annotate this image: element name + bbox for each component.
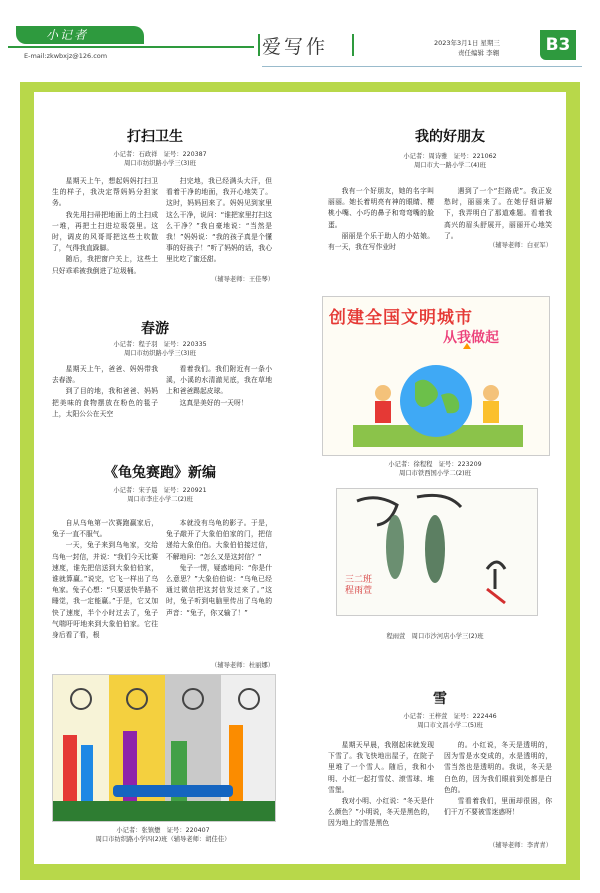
- paragraph: 一天，兔子来到乌龟家，交给乌龟一封信，并说：“我们今天比赛速度，谁先把信送到大象伯伯家，谁就算赢。”说完，它飞一样出了乌龟家。兔子心想：“只要送快半路不睡觉，我一定能赢。”于是，它又加快了速度，半个小时过去了，兔子气喘吁吁地来到大象伯伯家。它往身后看了看，根: [52, 541, 158, 640]
- byline-school: 周口市文昌小学二(5)班: [417, 722, 483, 729]
- byline-reporter: 小记者：宋子晨 证号：220921: [113, 487, 207, 494]
- article-title: 《龟兔赛跑》新编: [104, 465, 216, 481]
- tutor-credit: （辅导老师：白亚军）: [489, 242, 552, 249]
- tutor-credit: （辅导老师：杜丽娜）: [211, 662, 274, 669]
- article-title: 雪: [433, 691, 447, 707]
- page-number: B3: [540, 30, 576, 60]
- paragraph: 扫完地，我已经满头大汗，但看着干净的地面，我开心地笑了。这时，妈妈回来了。妈妈见到家里这么干净，说问：“谁把家里打扫这么干净？”我自豪地说：“当然是我！”妈妈说：“我的孩子真是个懂事的好孩子！”听了妈妈的话，我心里比吃了蜜还甜。: [166, 177, 272, 264]
- painting-signature: [345, 575, 372, 597]
- city-illustration: [53, 675, 275, 821]
- article-title: 打扫卫生: [127, 129, 183, 145]
- article-byline: [340, 152, 560, 170]
- masthead-tab: [0, 22, 154, 46]
- article-column: [166, 176, 272, 266]
- paragraph: 到了目的地，我和爸爸、妈妈把美味的食物摆放在粉色的毯子上，太阳公公在天空: [52, 387, 158, 418]
- article-byline: [60, 486, 260, 504]
- article-column: [52, 364, 158, 420]
- article-title: 我的好朋友: [415, 129, 485, 145]
- caption-school: 周口市纺织路小学四(2)班（辅导老师：胡佳佳）: [95, 836, 231, 843]
- header-rule: [262, 66, 582, 67]
- editor-credit: 责任编辑 李翱: [458, 49, 500, 57]
- brand-name: 小记者: [46, 28, 89, 42]
- drawing-civilized-city: [322, 296, 550, 456]
- paragraph: 兔子一愣，疑惑地问：“你是什么意思？”大象伯伯说：“乌龟已经通过微信把这封信发过来了。”这时，兔子听到电脑里传出了乌龟的声音：“兔子，你又输了！”: [166, 563, 272, 617]
- byline-reporter: 小记者：程子羽 证号：220335: [113, 341, 207, 348]
- email[interactable]: E-mail:zkwbxjz@126.com: [24, 52, 108, 60]
- paragraph: 遇到了一个“拦路虎”。我正发愁时，丽丽来了。在她仔细讲解下，我弄明白了那道难题。看着我高兴的眉头舒展开，丽丽开心地笑了。: [444, 187, 552, 240]
- paragraph: 自从乌龟第一次赛跑赢家后，兔子一直不服气。: [52, 519, 158, 539]
- byline-school: 周口市纺织路小学三(3)班: [124, 350, 196, 357]
- drawing-city-environment: [52, 674, 276, 822]
- paragraph: 丽丽是个乐于助人的小姑娘。有一天，我在写作业时: [328, 231, 434, 252]
- byline-reporter: 小记者：石政祥 证号：220387: [113, 151, 207, 158]
- signature-name: 程雨萱: [345, 586, 373, 596]
- drawing-caption: [322, 460, 548, 478]
- paragraph: 看着我们。我们附近有一条小溪，小溪的水清澈见底，我在草地上和爸爸踢起皮球。: [166, 365, 272, 396]
- tutor-credit: （辅导老师：王佳琴）: [211, 276, 274, 283]
- paragraph: 星期天上午，爸爸、妈妈带我去春游。: [52, 365, 158, 385]
- paragraph: 这真是美好的一天呀！: [179, 398, 248, 407]
- drawing-ink-painting: [336, 488, 538, 616]
- paragraph: 随后，我把窗户关上，这些土只好乖乖被我倒进了垃圾桶。: [52, 255, 158, 275]
- paragraph: 星期天上午，想起妈妈打扫卫生的样子，我决定帮妈妈分担家务。: [52, 177, 158, 208]
- paragraph: 我对小明、小红说：“冬天是什么颜色？”小明说，冬天是黑色的，因为地上的雪是黑色: [328, 797, 434, 828]
- article-title: 春游: [141, 321, 169, 337]
- caption-reporter: 小记者：张镇懋 证号：220407: [116, 827, 210, 834]
- paragraph: 我有一个好朋友，她的名字叫丽丽。她长着明亮有神的眼睛、樱桃小嘴、小巧的鼻子和弯弯嘴的脸蛋。: [328, 187, 434, 229]
- caption-reporter: 小记者：徐程程 证号：223209: [388, 461, 482, 468]
- article-column: [328, 740, 434, 830]
- byline-reporter: 小记者：王梓萱 证号：222446: [403, 713, 497, 720]
- byline-school: 周口市李庄小学二(2)班: [127, 496, 193, 503]
- paragraph: 本就没有乌龟的影子。于是，兔子敲开了大象伯伯家的门，把信递给大象伯伯。大象伯伯接过信，不解地问：“怎么又是这封信？”: [166, 519, 272, 561]
- article-column: [328, 186, 434, 253]
- section-title: 爱写作: [262, 36, 329, 58]
- byline-school: 周口市纺织路小学三(3)班: [124, 160, 196, 167]
- paragraph: 星期天早晨，我刚起床就发现下雪了。我飞快地出屋子，在院子里堆了一个雪人。随后，我和小明、小红一起打雪仗、滚雪球、堆雪堡。: [328, 741, 434, 794]
- signature-class: 三二班: [345, 575, 373, 585]
- byline-school: 周口市大一路小学二(4)班: [414, 162, 486, 169]
- article-column: [52, 518, 158, 641]
- article-byline: [340, 712, 560, 730]
- byline-reporter: 小记者：周诗雅 证号：221062: [403, 153, 497, 160]
- paragraph: 雪看着我们，里面却很困，你们干万不要被雪迷惑呀！: [444, 797, 552, 817]
- article-column: [166, 518, 272, 619]
- issue-date: 2023年3月1日 星期三: [434, 39, 500, 47]
- article-byline: [60, 340, 260, 358]
- section-divider-right: [352, 34, 354, 56]
- masthead-rule: [8, 46, 254, 48]
- drawing-caption: 程雨萱 周口市沙河店小学三(2)班: [386, 633, 484, 640]
- article-column: [52, 176, 158, 277]
- article-column: [166, 364, 272, 409]
- poster-slogan: 从我做起: [443, 330, 499, 346]
- poster-banner: 创建全国文明城市: [329, 308, 473, 328]
- paragraph: 的。小红说，冬天是透明的，因为雪是水变成的，水是透明的，雪当然也是透明的。我说，冬天是白色的，因为我们眼前到处都是白色的。: [444, 741, 552, 794]
- paragraph: 我先用扫帚把地面上的土扫成一堆，再把土扫进垃圾袋里。这时，调皮的风哥哥把这些土吹散了，气得我直跺脚。: [52, 210, 158, 253]
- tutor-credit: （辅导老师：李青青）: [489, 842, 552, 849]
- section-divider-left: [258, 34, 260, 56]
- article-column: [444, 740, 552, 818]
- article-byline: [60, 150, 260, 168]
- article-column: [444, 186, 552, 242]
- drawing-caption: [52, 826, 274, 844]
- caption-school: 周口市铁西国小学二(2)班: [399, 470, 471, 477]
